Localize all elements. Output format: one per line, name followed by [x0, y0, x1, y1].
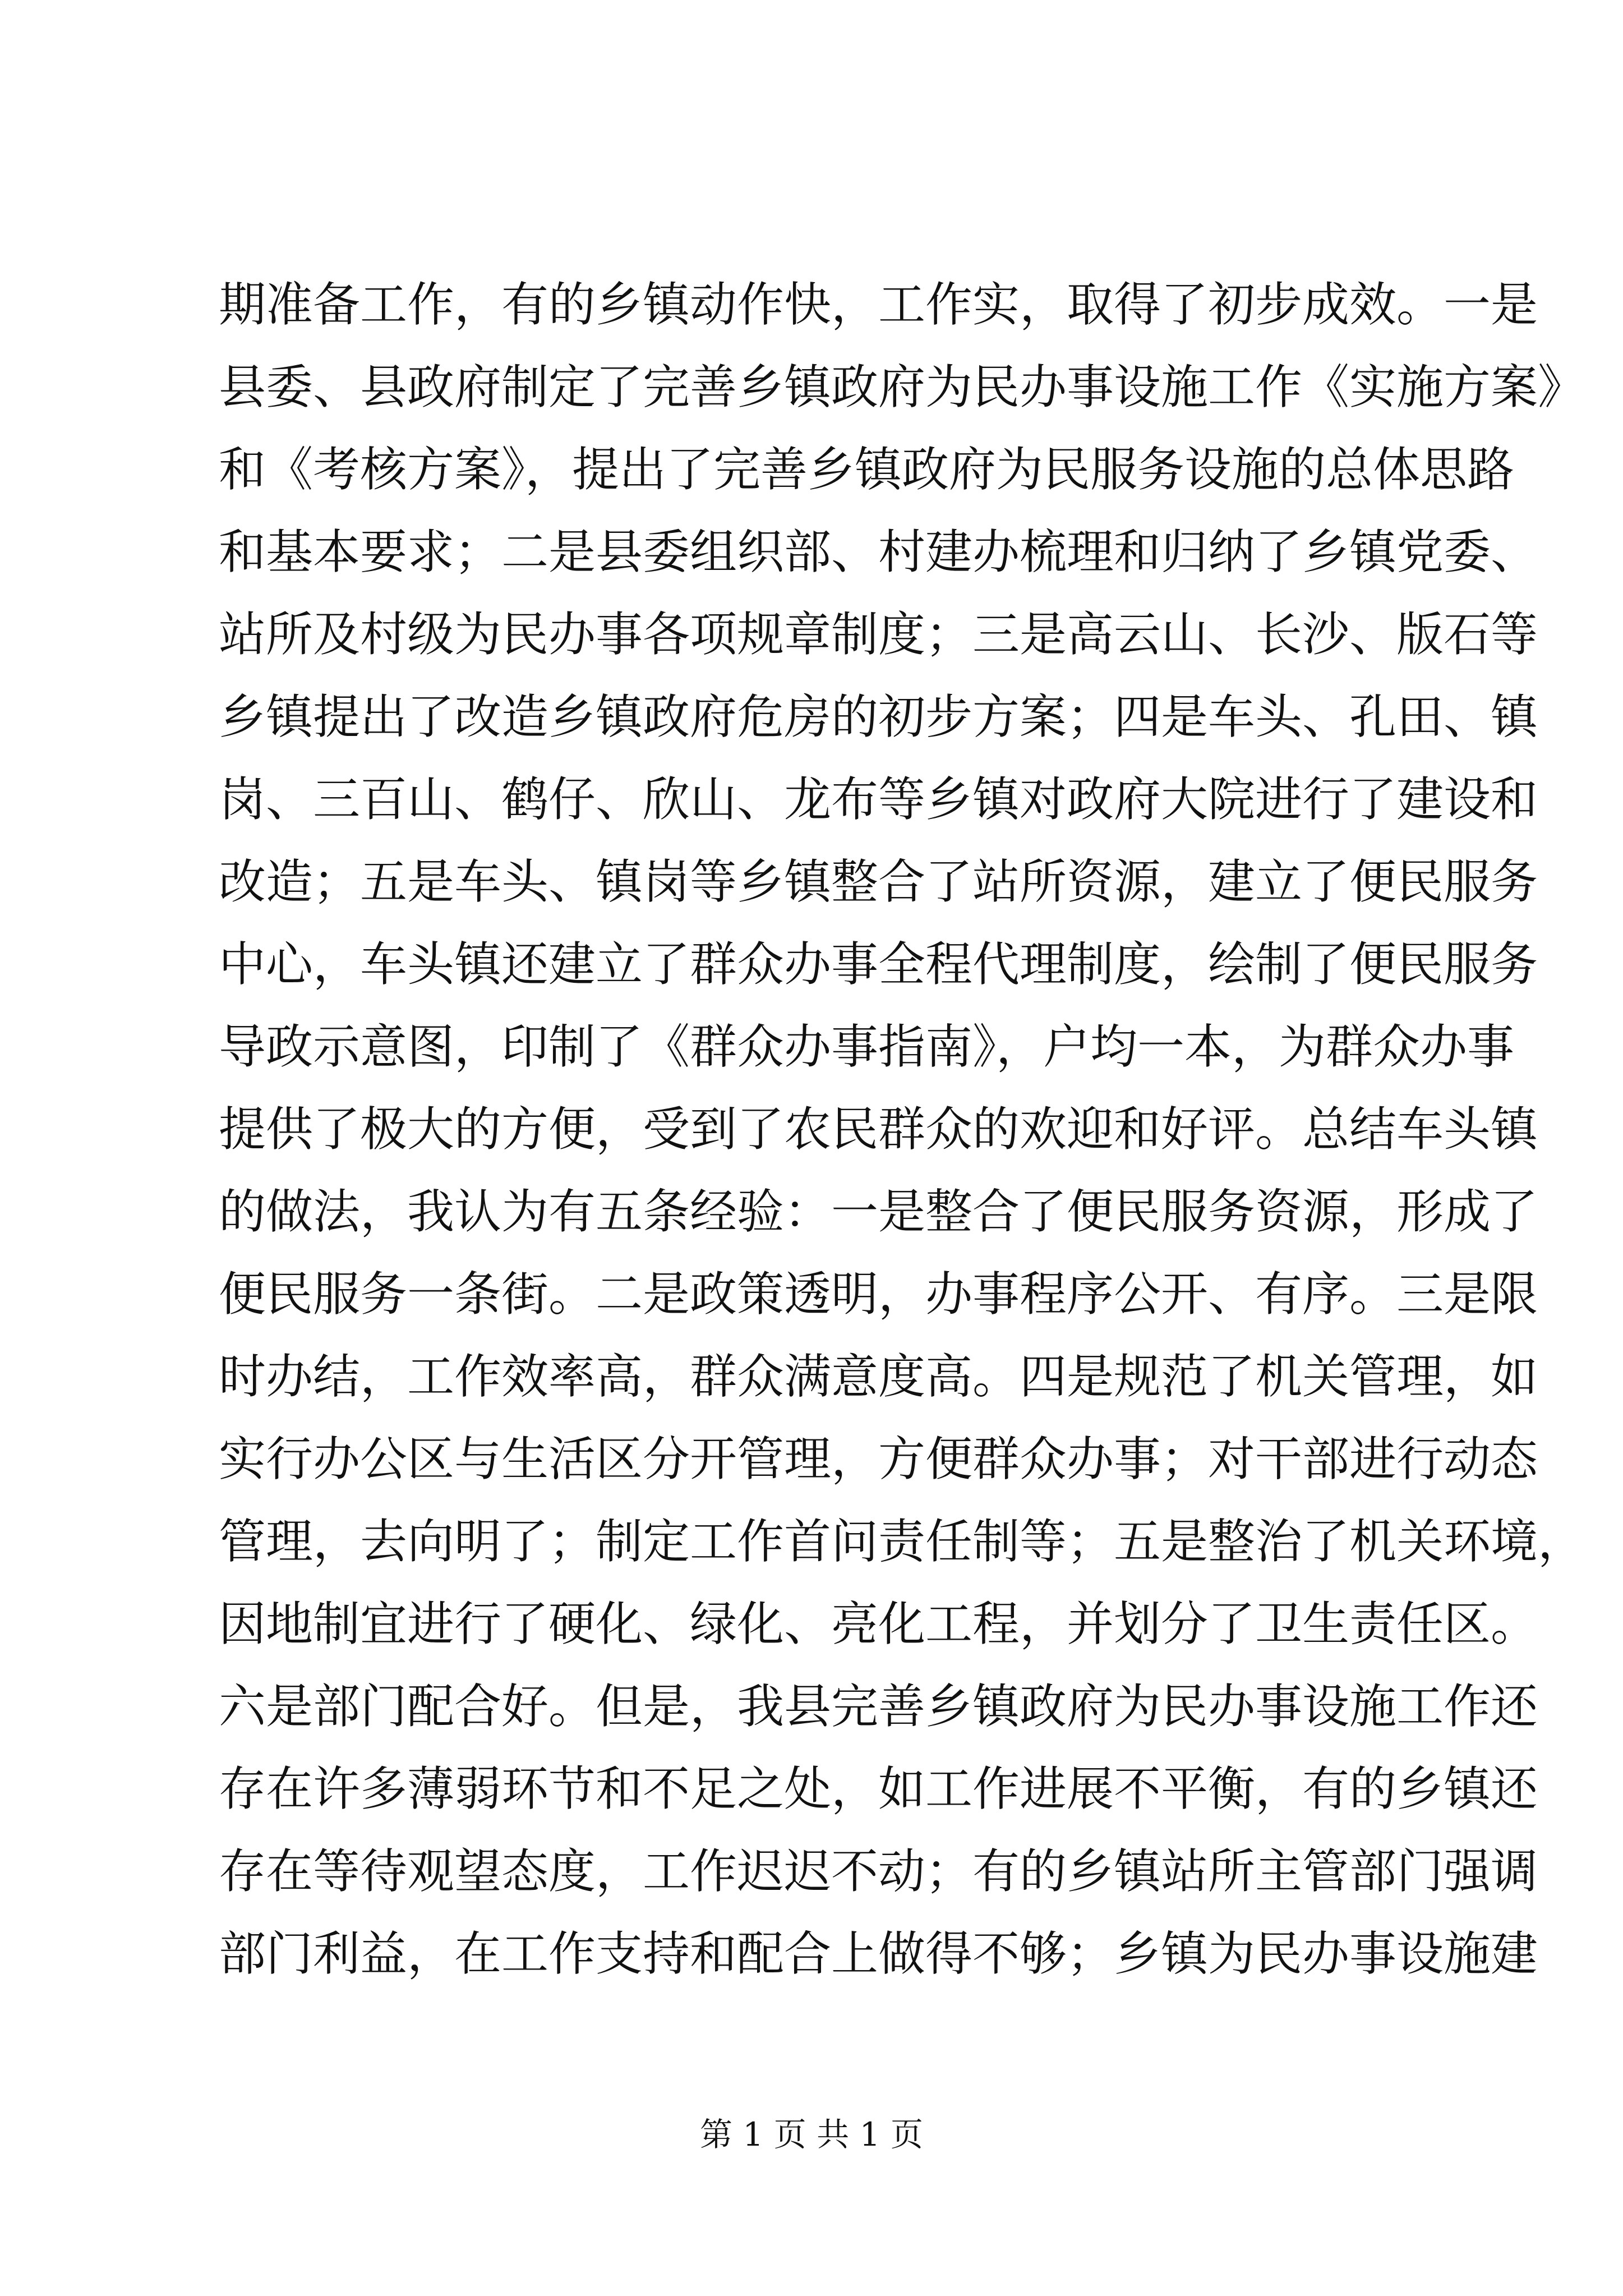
text-line: 期准备工作，有的乡镇动作快，工作实，取得了初步成效。一是: [219, 277, 1538, 332]
page-number-footer: 第 1 页 共 1 页: [700, 2115, 923, 2154]
text-line: 的做法，我认为有五条经验：一是整合了便民服务资源，形成了: [219, 1184, 1538, 1239]
text-line: 和基本要求；二是县委组织部、村建办梳理和归纳了乡镇党委、: [219, 524, 1538, 579]
body-paragraph: [219, 264, 1585, 1995]
text-line: 站所及村级为民办事各项规章制度；三是高云山、长沙、版石等: [219, 607, 1538, 662]
text-line: 存在许多薄弱环节和不足之处，如工作进展不平衡，有的乡镇还: [219, 1761, 1538, 1816]
text-line: 改造；五是车头、镇岗等乡镇整合了站所资源，建立了便民服务: [219, 854, 1538, 909]
text-line: 岗、三百山、鹤仔、欣山、龙布等乡镇对政府大院进行了建设和: [219, 772, 1538, 827]
text-line: 和《考核方案》，提出了完善乡镇政府为民服务设施的总体思路: [219, 442, 1515, 497]
text-line: 提供了极大的方便，受到了农民群众的欢迎和好评。总结车头镇: [219, 1102, 1538, 1157]
text-line: 实行办公区与生活区分开管理，方便群众办事；对干部进行动态: [219, 1432, 1538, 1487]
text-line: 部门利益，在工作支持和配合上做得不够；乡镇为民办事设施建: [219, 1926, 1538, 1981]
text-line: 管理，去向明了；制定工作首问责任制等；五是整治了机关环境，: [219, 1514, 1585, 1569]
text-line: 乡镇提出了改造乡镇政府危房的初步方案；四是车头、孔田、镇: [219, 689, 1538, 744]
text-line: 导政示意图，印制了《群众办事指南》，户均一本，为群众办事: [219, 1019, 1515, 1074]
text-line: 中心，车头镇还建立了群众办事全程代理制度，绘制了便民服务: [219, 937, 1538, 992]
text-line: 县委、县政府制定了完善乡镇政府为民办事设施工作《实施方案》: [219, 360, 1585, 415]
text-line: 因地制宜进行了硬化、绿化、亮化工程，并划分了卫生责任区。: [219, 1596, 1538, 1651]
text-line: 存在等待观望态度，工作迟迟不动；有的乡镇站所主管部门强调: [219, 1844, 1538, 1899]
text-line: 时办结，工作效率高，群众满意度高。四是规范了机关管理，如: [219, 1349, 1538, 1404]
text-line: 六是部门配合好。但是，我县完善乡镇政府为民办事设施工作还: [219, 1679, 1538, 1734]
text-line: 便民服务一条街。二是政策透明，办事程序公开、有序。三是限: [219, 1267, 1538, 1322]
